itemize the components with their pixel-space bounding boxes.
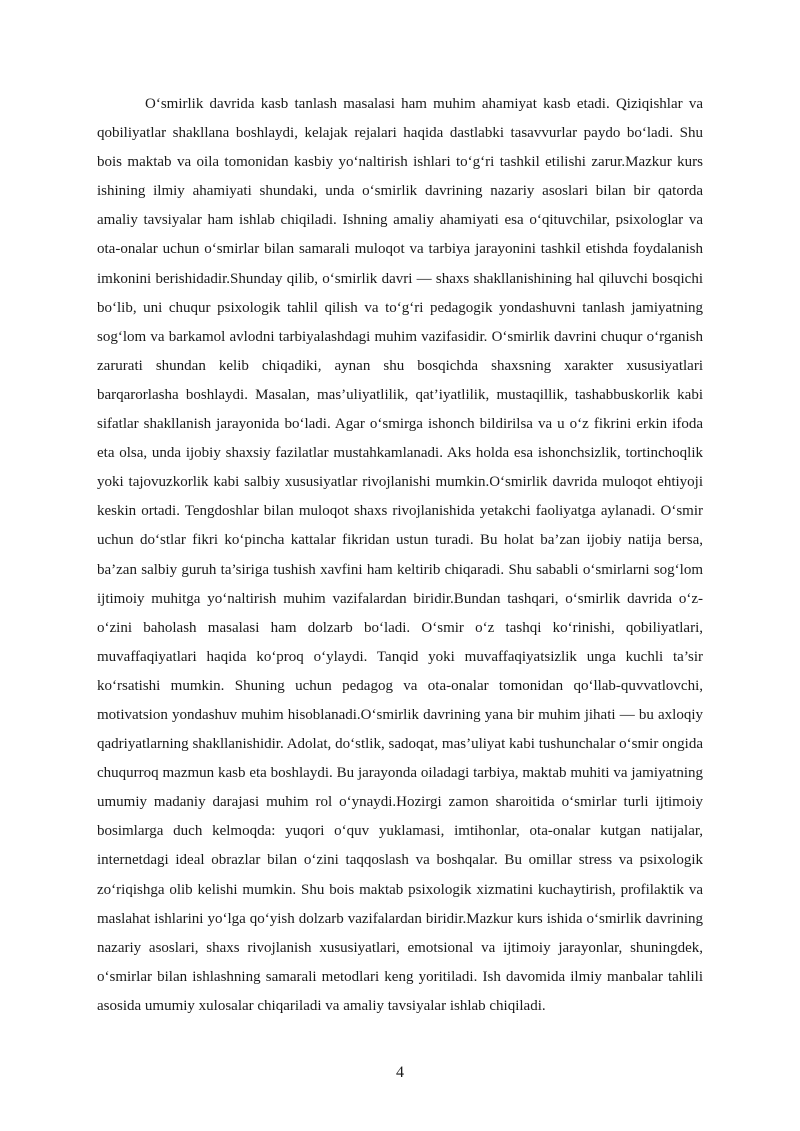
page-number: 4 — [396, 1064, 404, 1081]
document-page — [97, 90, 703, 1021]
body-paragraph: O‘smirlik davrida kasb tanlash masalasi ham muhim ahamiyat kasb etadi. Qiziqishlar va qobiliyatlar shakllana boshlaydi, kelajak rejalari haqida dastlabki tasavvurlar paydo bo‘ladi. Shu bois maktab va oila tomonidan kasbiy yo‘naltirish ishlari to‘g‘ri tashkil etilishi zarur.Mazkur kurs ishining ilmiy ahamiyati shundaki, unda o‘smirlik davrining nazariy asoslari bilan bir qatorda amaliy tavsiyalar ham ishlab chiqiladi. Ishning amaliy ahamiyati esa o‘qituvchilar, psixologlar va ota-onalar uchun o‘smirlar bilan samarali muloqot va tarbiya jarayonini tashkil etishda foydalanish imkonini berishidadir.Shunday qilib, o‘smirlik davri — shaxs shakllanishining hal qiluvchi bosqichi bo‘lib, uni chuqur psixologik tahlil qilish va to‘g‘ri pedagogik yondashuvni tanlash jamiyatning sog‘lom va barkamol avlodni tarbiyalashdagi muhim vazifasidir. O‘smirlik davrini chuqur o‘rganish zarurati shundan kelib chiqadiki, aynan shu bosqichda shaxsning xarakter xususiyatlari barqarorlasha boshlaydi. Masalan, mas’uliyatlilik, qat’iyatlilik, mustaqillik, tashabbuskorlik kabi sifatlar shakllanish jarayonida bo‘ladi. Agar o‘smirga ishonch bildirilsa va u o‘z fikrini erkin ifoda eta olsa, unda ijobiy shaxsiy fazilatlar mustahkamlanadi. Aks holda esa ishonchsizlik, tortinchoqlik yoki tajovuzkorlik kabi salbiy xususiyatlar rivojlanishi mumkin.O‘smirlik davrida muloqot ehtiyoji keskin ortadi. Tengdoshlar bilan muloqot shaxs rivojlanishida yetakchi faoliyatga aylanadi. O‘smir uchun do‘stlar fikri ko‘pincha kattalar fikridan ustun turadi. Bu holat ba’zan ijobiy natija bersa, ba’zan salbiy guruh ta’siriga tushish xavfini ham keltirib chiqaradi. Shu sababli o‘smirlarni sog‘lom ijtimoiy muhitga yo‘naltirish muhim vazifalardan biridir.Bundan tashqari, o‘smirlik davrida o‘z-o‘zini baholash masalasi ham dolzarb bo‘ladi. O‘smir o‘z tashqi ko‘rinishi, qobiliyatlari, muvaffaqiyatlari haqida ko‘proq o‘ylaydi. Tanqid yoki muvaffaqiyatsizlik unga kuchli ta’sir ko‘rsatishi mumkin. Shuning uchun pedagog va ota-onalar tomonidan qo‘llab-quvvatlovchi, motivatsion yondashuv muhim hisoblanadi.O‘smirlik davrining yana bir muhim jihati — bu axloqiy qadriyatlarning shakllanishidir. Adolat, do‘stlik, sadoqat, mas’uliyat kabi tushunchalar o‘smir ongida chuqurroq mazmun kasb eta boshlaydi. Bu jarayonda oiladagi tarbiya, maktab muhiti va jamiyatning umumiy madaniy darajasi muhim rol o‘ynaydi.Hozirgi zamon sharoitida o‘smirlar turli ijtimoiy bosimlarga duch kelmoqda: yuqori o‘quv yuklamasi, imtihonlar, ota-onalar kutgan natijalar, internetdagi ideal obrazlar bilan o‘zini taqqoslash va boshqalar. Bu omillar stress va psixologik zo‘riqishga olib kelishi mumkin. Shu bois maktab psixologik xizmatini kuchaytirish, profilaktik va maslahat ishlarini yo‘lga qo‘yish dolzarb vazifalardan biridir.Mazkur kurs ishida o‘smirlik davrining nazariy asoslari, shaxs rivojlanish xususiyatlari, emotsional va ijtimoiy jarayonlar, shuningdek, o‘smirlar bilan ishlashning samarali metodlari keng yoritiladi. Ish davomida ilmiy manbalar tahlili asosida umumiy xulosalar chiqariladi va amaliy tavsiyalar ishlab chiqiladi. — [97, 96, 703, 1014]
